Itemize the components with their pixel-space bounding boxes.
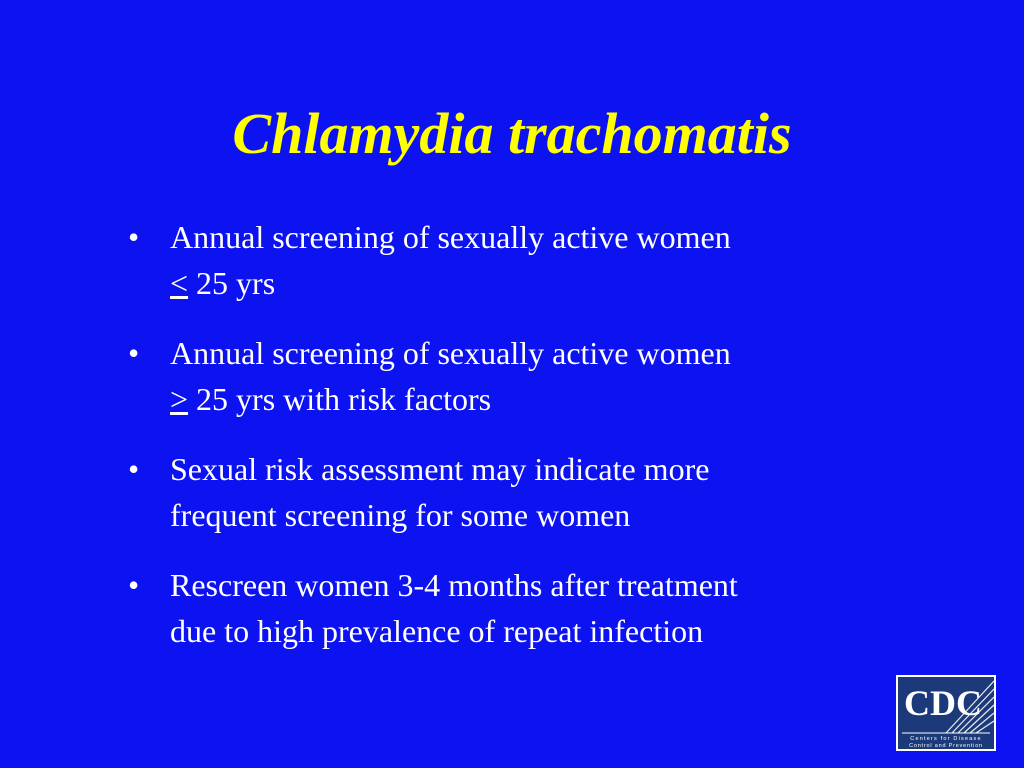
bullet-marker: • [128,335,140,371]
comparator-symbol: < [170,265,189,301]
bullet-marker: • [128,451,140,487]
bullet-list [128,214,908,678]
slide-title: Chlamydia trachomatis [232,101,792,166]
cdc-logo-graphic [898,677,994,749]
bullet-item [128,330,908,422]
bullet-text-line2: due to high prevalence of repeat infection [170,613,704,649]
bullet-item [128,562,908,654]
bullet-text-line1: Rescreen women 3-4 months after treatment [170,567,738,603]
bullet-text-line1: Annual screening of sexually active women [170,335,731,371]
bullet-item [128,214,908,306]
cdc-logo-line1: Centers for Disease [910,736,982,742]
bullet-text-line1: Sexual risk assessment may indicate more [170,451,710,487]
bullet-text-line2: frequent screening for some women [170,497,631,533]
bullet-marker: • [128,567,140,603]
bullet-text-line2: 25 yrs with risk factors [188,381,492,417]
bullet-text-line1: Annual screening of sexually active women [170,219,731,255]
cdc-logo [896,675,996,751]
bullet-item [128,446,908,538]
cdc-logo-line2: Control and Prevention [909,743,983,749]
bullet-text-line2: 25 yrs [188,265,276,301]
cdc-logo-letters: CDC [904,683,982,723]
comparator-symbol: > [170,381,189,417]
bullet-marker: • [128,219,140,255]
